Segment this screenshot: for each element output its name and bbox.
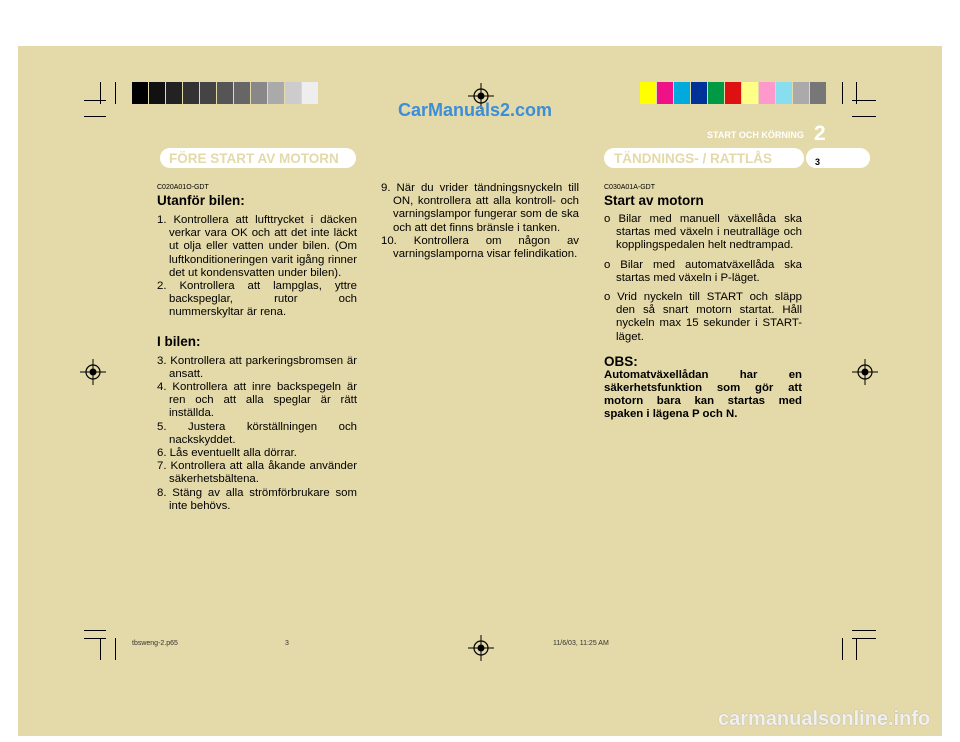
footer-page: 3 <box>285 640 289 647</box>
color-swatch <box>200 82 217 104</box>
color-swatch <box>657 82 674 104</box>
section-heading: Start av motorn <box>604 193 704 208</box>
crop-mark <box>84 630 106 631</box>
color-swatch <box>285 82 302 104</box>
gray-scale-bar <box>132 82 319 104</box>
color-swatch <box>149 82 166 104</box>
color-swatch <box>674 82 691 104</box>
page-number: 3 <box>815 157 821 167</box>
section-code: C020A01O-GDT <box>157 184 209 191</box>
crop-mark <box>842 638 843 660</box>
color-swatch <box>793 82 810 104</box>
list-item: 9. När du vrider tändningsnyckeln till ON, kontrollera att alla kontroll- och varningslampor fungerar som de ska och att det finns bränsle i tanken. <box>381 182 579 234</box>
section-heading: Utanför bilen: <box>157 193 245 208</box>
crop-mark <box>115 638 116 660</box>
crop-mark <box>84 100 106 101</box>
color-swatch <box>251 82 268 104</box>
obs-text: Automatväxellådan har en säkerhetsfunktion som gör att motorn bara kan startas med spaken i lägena P och N. <box>604 368 802 421</box>
color-swatch <box>183 82 200 104</box>
color-swatch <box>810 82 827 104</box>
color-swatch <box>302 82 319 104</box>
checklist-inside <box>157 355 357 513</box>
left-column <box>157 184 357 513</box>
registration-target-icon <box>852 359 878 385</box>
list-item: 7. Kontrollera att alla åkande använder säkerhetsbältena. <box>157 460 357 486</box>
crop-mark <box>852 630 876 631</box>
list-item: 5. Justera körställningen och nackskyddet. <box>157 420 357 446</box>
crop-mark <box>100 638 101 660</box>
footer-file: tbsweng-2.p65 <box>132 640 178 647</box>
chapter-number: 2 <box>814 122 826 145</box>
left-tab-label: FÖRE START AV MOTORN <box>169 151 339 166</box>
registration-target-icon <box>468 635 494 661</box>
color-swatch <box>725 82 742 104</box>
list-item: 2. Kontrollera att lampglas, yttre backspeglar, rutor och nummerskyltar är rena. <box>157 280 357 319</box>
right-column <box>604 184 802 422</box>
color-swatch <box>268 82 285 104</box>
section-code: C030A01A-GDT <box>604 184 655 191</box>
crop-mark <box>852 116 876 117</box>
crop-mark <box>852 638 876 639</box>
list-item: 4. Kontrollera att inre backspegeln är ren och att alla speglar är rätt inställda. <box>157 381 357 420</box>
crop-mark <box>115 82 116 104</box>
section-heading: I bilen: <box>157 333 201 349</box>
crop-mark <box>84 638 106 639</box>
color-swatch <box>234 82 251 104</box>
list-item: 8. Stäng av alla strömförbrukare som inte behövs. <box>157 486 357 512</box>
middle-column <box>381 182 579 261</box>
list-item: o Vrid nyckeln till START och släpp den så snart motorn startat. Håll nyckeln max 15 sekunder i START-läget. <box>604 291 802 343</box>
color-swatch <box>217 82 234 104</box>
bottom-watermark: carmanualsonline.info <box>718 708 931 730</box>
color-swatch <box>132 82 149 104</box>
watermark: CarManuals2.com <box>398 100 553 120</box>
chapter-title: START OCH KÖRNING <box>707 130 804 140</box>
list-item: o Bilar med automatväxellåda ska startas med växeln i P-läget. <box>604 258 802 284</box>
crop-mark <box>100 82 101 104</box>
checklist-continued <box>381 182 579 261</box>
color-swatch <box>640 82 657 104</box>
color-swatch <box>166 82 183 104</box>
footer-date: 11/6/03, 11:25 AM <box>553 640 609 647</box>
color-swatch <box>776 82 793 104</box>
list-item: 6. Lås eventuellt alla dörrar. <box>157 447 297 460</box>
registration-target-icon <box>80 359 106 385</box>
color-calibration-bar <box>640 82 827 104</box>
list-item: 1. Kontrollera att lufttrycket i däcken verkar vara OK och att det inte läckt ut olja eller vatten under bilen. (Om luftkonditioneringen varit igång rinner det ut kondensvatten under bilen). <box>157 214 357 279</box>
crop-mark <box>856 82 857 104</box>
crop-mark <box>842 82 843 104</box>
color-swatch <box>708 82 725 104</box>
crop-mark <box>84 116 106 117</box>
color-swatch <box>742 82 759 104</box>
start-instructions <box>604 213 802 344</box>
list-item: 10. Kontrollera om någon av varningslamporna visar felindikation. <box>381 234 579 261</box>
color-swatch <box>759 82 776 104</box>
checklist-outside <box>157 214 357 320</box>
color-swatch <box>691 82 708 104</box>
list-item: 3. Kontrollera att parkeringsbromsen är ansatt. <box>157 354 357 380</box>
crop-mark <box>856 638 857 660</box>
right-tab-label: TÄNDNINGS- / RATTLÅS <box>614 151 772 166</box>
obs-heading: OBS: <box>604 353 638 369</box>
list-item: o Bilar med manuell växellåda ska startas med växeln i neutralläge och kopplingspedalen helt nedtrampad. <box>604 213 802 252</box>
